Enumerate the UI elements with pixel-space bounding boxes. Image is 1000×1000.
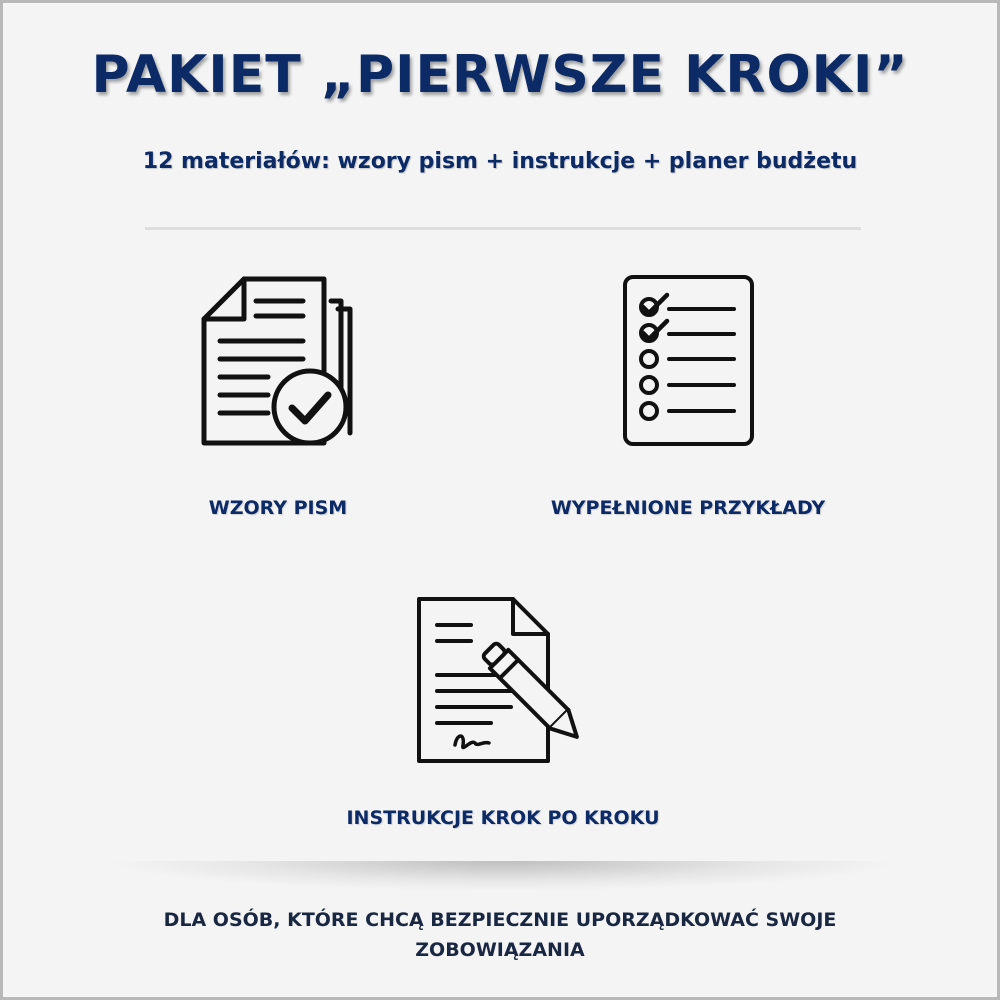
feature-label-wypelnione-przyklady: WYPEŁNIONE PRZYKŁADY <box>550 497 826 519</box>
page-subtitle: 12 materiałów: wzory pism + instrukcje + planer budżetu <box>142 149 858 174</box>
page-title: PAKIET „PIERWSZE KROKI” <box>91 45 909 105</box>
documents-check-icon <box>198 271 358 451</box>
checklist-icon <box>621 273 756 448</box>
feature-label-wzory-pism: WZORY PISM <box>208 497 348 519</box>
divider <box>145 227 861 230</box>
footer-tagline: DLA OSÓB, KTÓRE CHCĄ BEZPIECZNIE UPORZĄDKOWAĆ SWOJE ZOBOWIĄZANIA <box>163 909 837 961</box>
document-sign-pen-icon <box>413 593 598 768</box>
feature-label-instrukcje: INSTRUKCJE KROK PO KROKU <box>346 807 660 829</box>
section-shadow <box>103 861 903 891</box>
